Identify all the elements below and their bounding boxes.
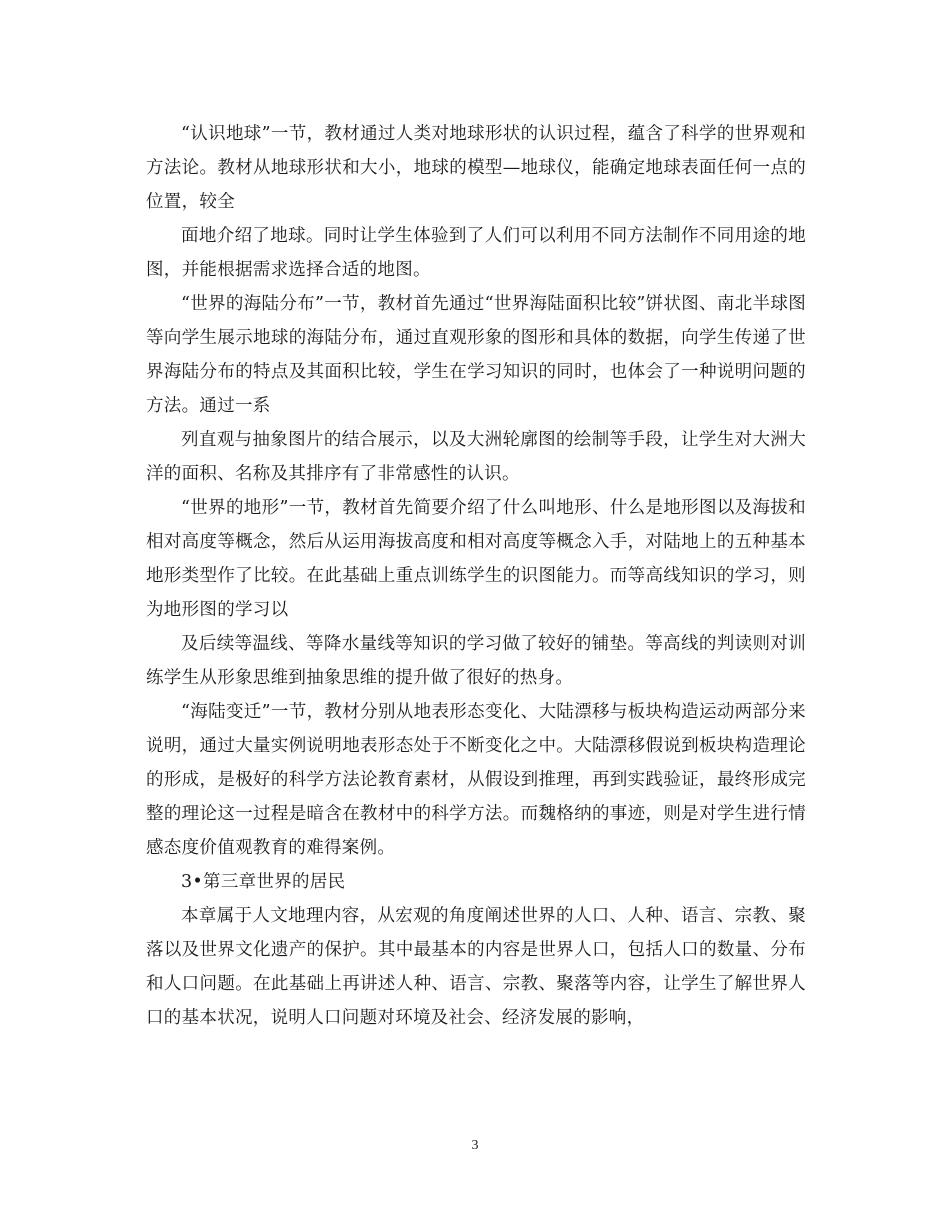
section-heading: 3•第三章世界的居民 — [181, 872, 346, 892]
paragraph-7: “海陆变迁”一节，教材分别从地表形态变化、大陆漂移与板块构造运动两部分来说明，通过大量实例说明地表形态处于不断变化之中。大陆漂移假说到板块构造理论的形成，是极好的科学方法论教育素材，从假设到推理，再到实践验证，最终形成完整的理论这一过程是暗含在教材中的科学方法。而魏格纳的事迹，则是对学生进行情感态度价值观教育的难得案例。 — [146, 702, 806, 858]
document-body — [146, 117, 806, 1035]
paragraph-8: 本章属于人文地理内容，从宏观的角度阐述世界的人口、人种、语言、宗教、聚落以及世界文化遗产的保护。其中最基本的内容是世界人口，包括人口的数量、分布和人口问题。在此基础上再讲述人种、语言、宗教、聚落等内容，让学生了解世界人口的基本状况，说明人口问题对环境及社会、经济发展的影响， — [146, 906, 806, 1028]
paragraph-1: “认识地球”一节，教材通过人类对地球形状的认识过程，蕴含了科学的世界观和方法论。教材从地球形状和大小，地球的模型—地球仪，能确定地球表面任何一点的位置，较全 — [146, 124, 806, 212]
paragraph-5: “世界的地形”一节，教材首先简要介绍了什么叫地形、什么是地形图以及海拔和相对高度等概念，然后从运用海拔高度和相对高度等概念入手，对陆地上的五种基本地形类型作了比较。在此基础上重点训练学生的识图能力。而等高线知识的学习，则为地形图的学习以 — [146, 498, 806, 620]
paragraph-4: 列直观与抽象图片的结合展示，以及大洲轮廓图的绘制等手段，让学生对大洲大洋的面积、名称及其排序有了非常感性的认识。 — [146, 430, 806, 484]
paragraph-3: “世界的海陆分布”一节，教材首先通过“世界海陆面积比较”饼状图、南北半球图等向学生展示地球的海陆分布，通过直观形象的图形和具体的数据，向学生传递了世界海陆分布的特点及其面积比较，学生在学习知识的同时，也体会了一种说明问题的方法。通过一系 — [146, 294, 806, 416]
paragraph-2: 面地介绍了地球。同时让学生体验到了人们可以利用不同方法制作不同用途的地图，并能根据需求选择合适的地图。 — [146, 226, 806, 280]
page-number: 3 — [471, 1138, 479, 1153]
paragraph-6: 及后续等温线、等降水量线等知识的学习做了较好的铺垫。等高线的判读则对训练学生从形象思维到抽象思维的提升做了很好的热身。 — [146, 634, 806, 688]
